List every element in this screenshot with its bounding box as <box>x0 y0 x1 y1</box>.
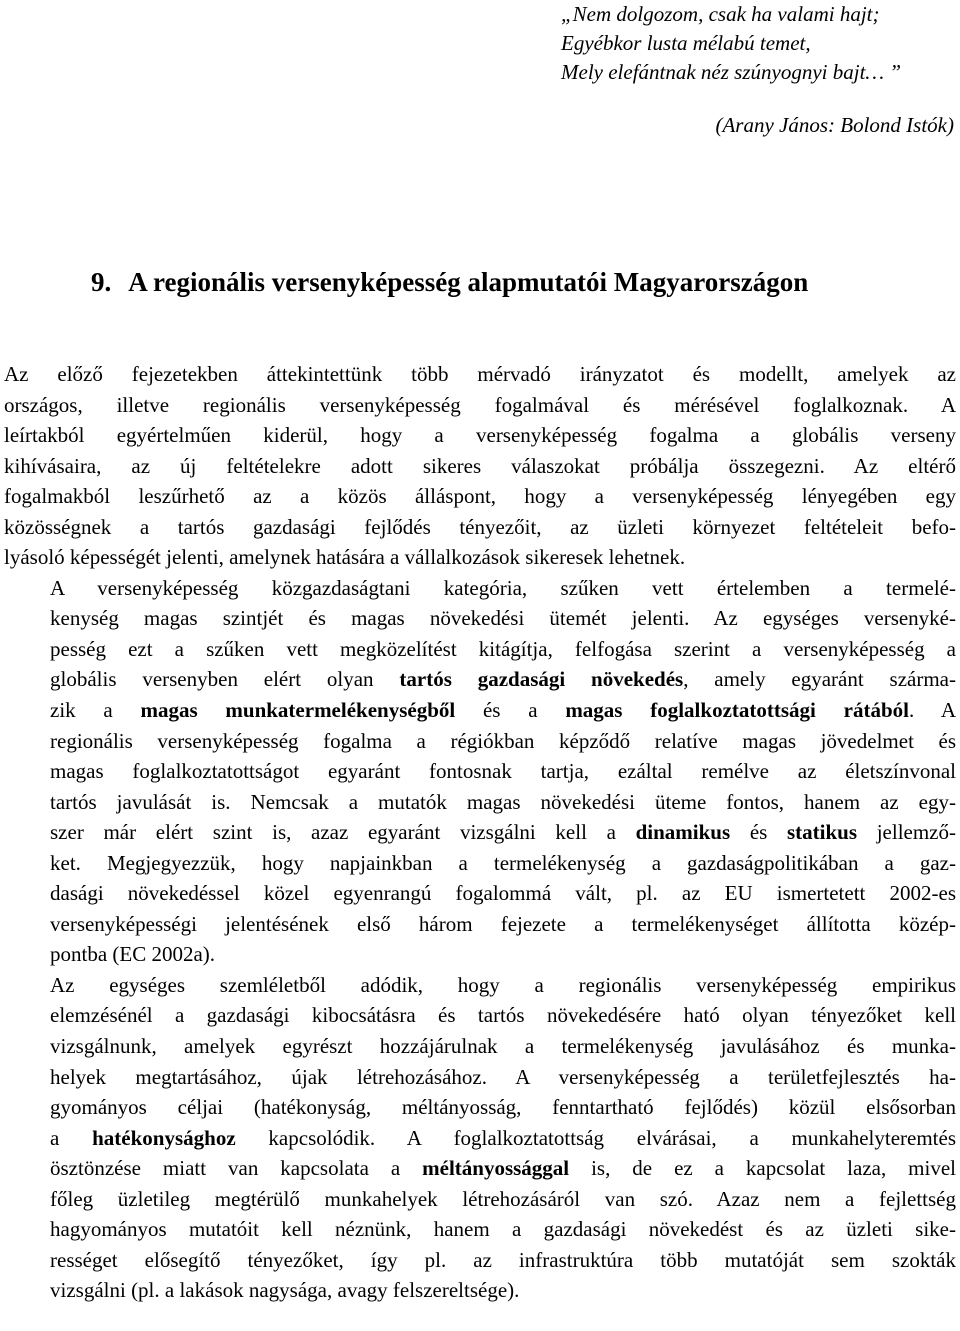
text-run: országos, illetve regionális versenyképesség fogalmával és mérésével foglalkoznak. A <box>4 392 956 417</box>
paragraph-line <box>4 848 956 879</box>
paragraph-line <box>4 664 956 695</box>
text-run: szer már elért szint is, azaz egyaránt vizsgálni kell a <box>50 820 636 845</box>
text-run: közösségnek a tartós gazdasági fejlődés tényezőit, az üzleti környezet feltételeit befo- <box>4 514 956 539</box>
paragraph-line <box>4 1153 956 1184</box>
text-run: vizsgálni (pl. a lakások nagysága, avagy felszereltsége). <box>50 1278 520 1303</box>
paragraph-line <box>4 1000 956 1031</box>
bold-term: hatékonysághoz <box>92 1125 236 1150</box>
text-run: lyásoló képességét jelenti, amelynek hatására a vállalkozások sikeresek lehetnek. <box>4 545 686 570</box>
text-run: globális versenyben elért olyan <box>50 667 400 692</box>
paragraph <box>4 573 956 970</box>
paragraph-line <box>4 1184 956 1215</box>
epigraph-attribution: (Arany János: Bolond Istók) <box>715 113 954 137</box>
text-run: helyek megtartásához, újak létrehozásához. A versenyképesség a területfejlesztés ha- <box>50 1064 956 1089</box>
paragraph-line <box>4 420 956 451</box>
text-run: versenyképességi jelentésének első három fejezete a termelékenységet állította közép- <box>50 911 956 936</box>
paragraph-line <box>4 817 956 848</box>
text-run: magas foglalkoztatottságot egyaránt fontosnak tartja, ezáltal remélve az életszínvonal <box>50 759 956 784</box>
chapter-title: A regionális versenyképesség alapmutatói Magyarországon <box>128 267 809 297</box>
text-run: ösztönzése miatt van kapcsolata a <box>50 1156 423 1181</box>
paragraph-line <box>4 1062 956 1093</box>
text-run: , amely egyaránt szárma- <box>683 667 956 692</box>
text-run: rességet elősegítő tényezőket, így pl. az infrastruktúra több mutatóját sem szokták <box>50 1247 956 1272</box>
text-run: dasági növekedéssel közel egyenrangú fogalommá vált, pl. az EU ismertetett 2002-es <box>50 881 956 906</box>
text-run: Az előző fejezetekben áttekintettünk több mérvadó irányzatot és modellt, amelyek az <box>4 362 956 386</box>
paragraph-line <box>4 359 956 390</box>
paragraph-line <box>4 1214 956 1245</box>
text-run: kenység magas szintjét és magas növekedési ütemét jelenti. Az egységes versenyké- <box>50 606 956 631</box>
bold-term: méltányossággal <box>422 1156 570 1181</box>
body-text <box>4 359 956 1306</box>
paragraph-line <box>4 1245 956 1276</box>
paragraph-line <box>4 603 956 634</box>
text-run: leírtakból egyértelműen kiderül, hogy a versenyképesség fogalma a globális verseny <box>4 423 956 448</box>
text-run: Az egységes szemléletből adódik, hogy a regionális versenyképesség empirikus <box>50 972 956 997</box>
epigraph-line: Egyébkor lusta mélabú temet, <box>561 31 811 55</box>
text-run: zik a <box>50 698 141 723</box>
text-run: és <box>730 820 787 845</box>
text-run: is, de ez a kapcsolat laza, mivel <box>569 1156 956 1181</box>
paragraph-line <box>4 390 956 421</box>
text-run: kapcsolódik. A foglalkoztatottság elvárásai, a munkahelyteremtés <box>235 1125 956 1150</box>
text-run: hagyományos mutatóit kell néznünk, hanem a gazdasági növekedést és az üzleti sike- <box>50 1217 956 1242</box>
paragraph-line <box>4 726 956 757</box>
text-run: vizsgálnunk, amelyek egyrészt hozzájárulnak a termelékenység javulásához és munka- <box>50 1034 956 1059</box>
paragraph-line <box>4 542 956 573</box>
paragraph-line <box>4 695 956 726</box>
chapter-number: 9. <box>91 267 112 297</box>
paragraph-line <box>4 481 956 512</box>
paragraph-line <box>4 909 956 940</box>
text-run: és a <box>455 698 566 723</box>
paragraph-line <box>4 451 956 482</box>
bold-term: statikus <box>787 820 858 845</box>
text-run: regionális versenyképesség fogalma a régiókban képződő relatíve magas jövedelmet és <box>50 728 956 753</box>
paragraph-line <box>4 1031 956 1062</box>
text-run: ket. Megjegyezzük, hogy napjainkban a termelékenység a gazdaságpolitikában a gaz- <box>50 850 956 875</box>
bold-term: magas foglalkoztatottsági rátából <box>565 698 909 723</box>
paragraph-line <box>4 634 956 665</box>
text-run: főleg üzletileg megtérülő munkahelyek létrehozásáról van szó. Azaz nem a fejlettség <box>50 1186 956 1211</box>
paragraph-line <box>4 573 956 604</box>
text-run: fogalmakból leszűrhető az a közös álláspont, hogy a versenyképesség lényegében egy <box>4 484 956 509</box>
text-run: pesség ezt a szűken vett megközelítést kitágítja, felfogása szerint a versenyképesség a <box>50 636 956 661</box>
paragraph-line <box>4 512 956 543</box>
epigraph-line: Mely elefántnak néz szúnyognyi bajt… ” <box>561 60 902 84</box>
paragraph <box>4 359 956 573</box>
bold-term: tartós gazdasági növekedés <box>399 667 684 692</box>
paragraph <box>4 970 956 1306</box>
bold-term: magas munkatermelékenységből <box>140 698 456 723</box>
paragraph-line <box>4 970 956 1001</box>
paragraph-line <box>4 939 956 970</box>
text-run: pontba (EC 2002a). <box>50 942 216 967</box>
paragraph-line <box>4 1275 956 1306</box>
text-run: A versenyképesség közgazdaságtani kategória, szűken vett értelemben a termelé- <box>50 575 956 600</box>
paragraph-line <box>4 1123 956 1154</box>
text-run: tartós javulását is. Nemcsak a mutatók magas növekedési üteme fontos, hanem az egy- <box>50 789 956 814</box>
paragraph-line <box>4 756 956 787</box>
text-run: . A <box>908 698 956 723</box>
bold-term: dinamikus <box>635 820 731 845</box>
text-run: kihívásaira, az új feltételekre adott sikeres válaszokat próbálja összegezni. Az eltérő <box>4 453 956 478</box>
epigraph-line: „Nem dolgozom, csak ha valami hajt; <box>561 2 880 26</box>
paragraph-line <box>4 878 956 909</box>
epigraph <box>561 0 956 87</box>
text-run: gyományos céljai (hatékonyság, méltányosság, fenntartható fejlődés) közül elsősorban <box>50 1095 956 1120</box>
text-run: a <box>50 1125 93 1150</box>
text-run: elemzésénél a gazdasági kibocsátásra és tartós növekedésére ható olyan tényezőket kell <box>50 1003 956 1028</box>
paragraph-line <box>4 1092 956 1123</box>
paragraph-line <box>4 787 956 818</box>
text-run: jellemző- <box>857 820 956 845</box>
chapter-heading <box>91 264 808 300</box>
